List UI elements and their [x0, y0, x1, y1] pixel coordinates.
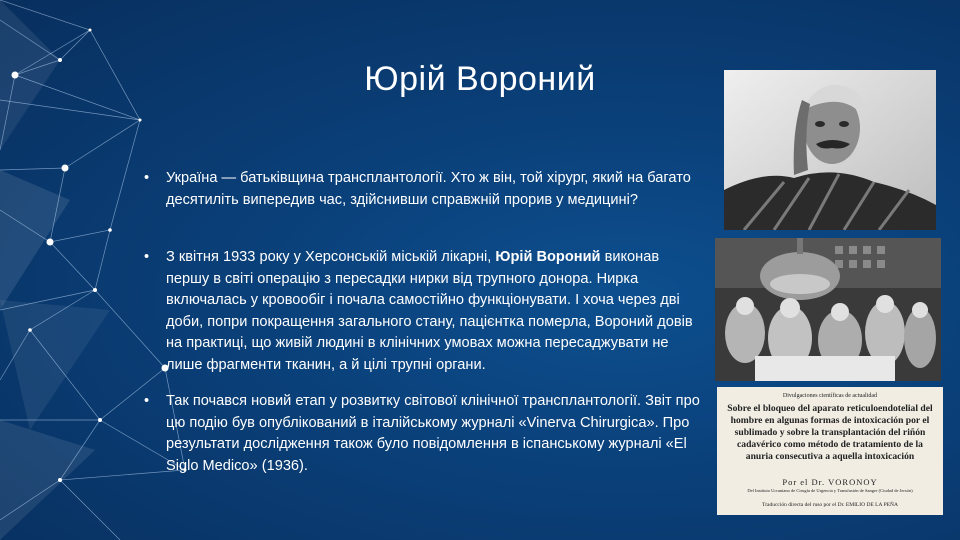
- bullet-bold-name: Юрій Вороний: [495, 249, 601, 265]
- portrait-photo: [724, 70, 936, 230]
- bullet-text-before: З квітня 1933 року у Херсонській міській лікарні,: [166, 249, 496, 265]
- clipping-author: Por el Dr. VORONOY: [782, 477, 878, 487]
- bullet-text-after: виконав першу в світі операцію з пересадки нирки від трупного донора. Нирка включалась у кровообіг і почала самостійно функціонувати. І хоча через дві доби, попри покращення загального стану, пацієнтка померла, Вороний довів на практиці, що живій людині в клінічних умовах можна пересаджувати не лише фрагменти тканин, а й цілі трупні органи.: [166, 249, 693, 373]
- slide-title: Юрій Вороний: [364, 60, 596, 98]
- clipping-translation: Traducción directa del ruso por el Dr. EMILIO DE LA PEÑA: [762, 502, 898, 508]
- bullet-item: [140, 247, 705, 376]
- clipping-heading: Divulgaciones científicas de actualidad: [782, 393, 878, 399]
- bullet-item: • Так почався новий етап у розвитку світової клінічної трансплантології. Звіт про цю подію був опублікований в італійському журналі «Vinerva Chirurgica». Про результати дослідження також було повідомлення в іспанському журналі «El Siglo Medico» (1936).: [140, 391, 705, 477]
- operating-room-photo: [715, 238, 941, 381]
- bullet-list: [140, 168, 705, 477]
- clipping-article-title: [725, 403, 935, 463]
- clipping-line: hombre en algunas formas de intoxicación por el: [730, 415, 930, 426]
- newspaper-clipping: [717, 387, 943, 515]
- clipping-line: anuria consecutiva a aquella intoxicación: [745, 451, 915, 462]
- clipping-institution: Del Instituto Ucraniano de Cirugía de Urgencia y Transfusión de Sangre (Ciudad de Jersón): [747, 488, 913, 493]
- clipping-line: Sobre el bloqueo del aparato reticuloendotelial del: [727, 403, 933, 414]
- bullet-item: • Україна — батьківщина трансплантології. Хто ж він, той хірург, який на багато десятиліть випередив час, здійснивши справжній прорив у медицині?: [140, 168, 705, 211]
- clipping-line: cadavérico como método de tratamiento de la: [737, 439, 923, 450]
- clipping-line: sublimado y sobre la transplantación del riñón: [734, 427, 926, 438]
